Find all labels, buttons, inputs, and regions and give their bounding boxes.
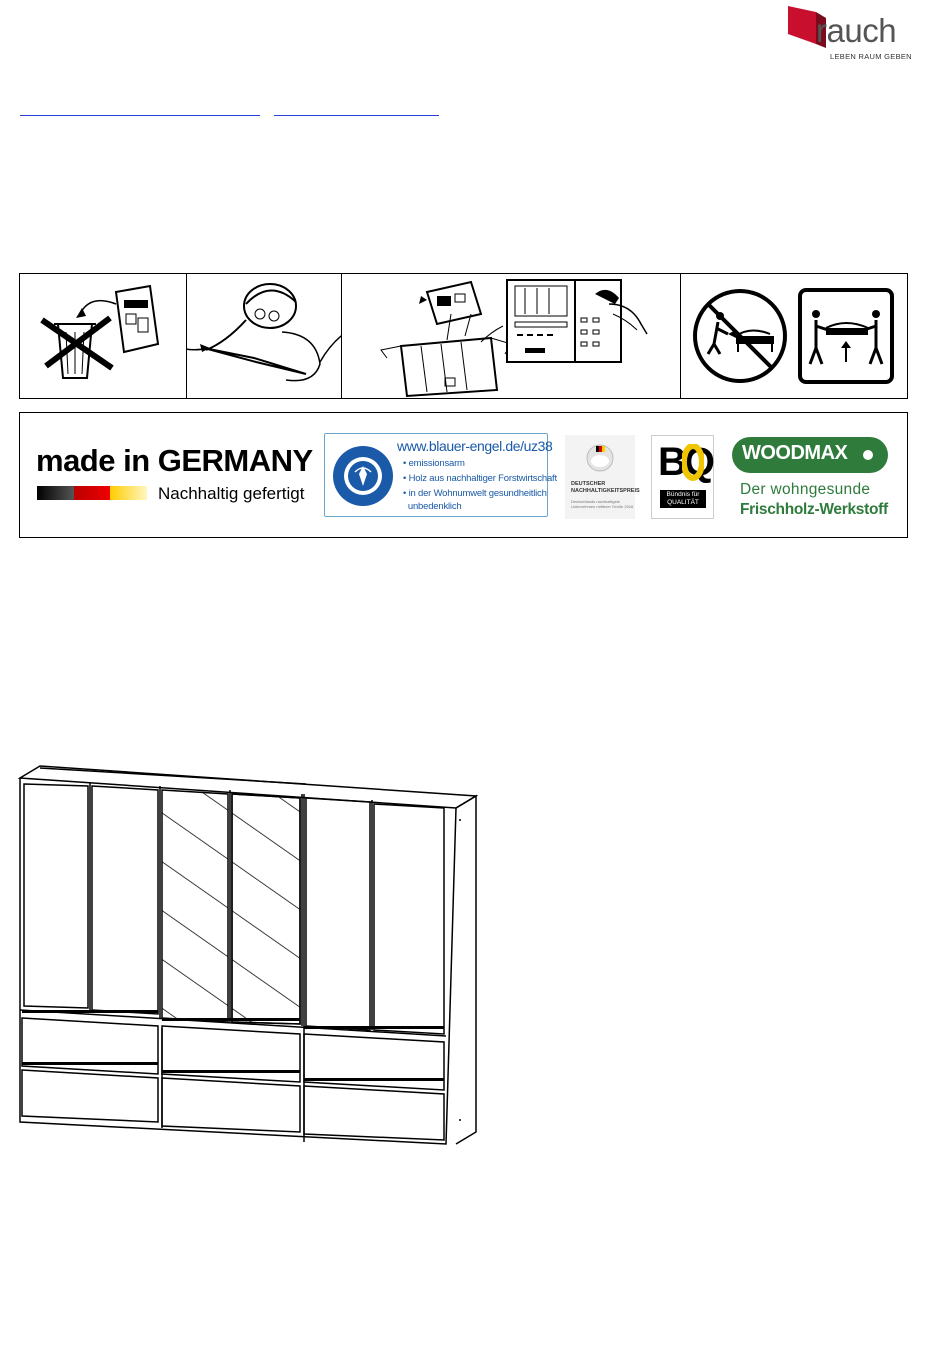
link-2[interactable] — [274, 115, 439, 116]
nachhaltigkeitspreis-title: DEUTSCHER NACHHALTIGKEITSPREIS — [571, 481, 640, 494]
germany-flag-bar — [37, 486, 147, 500]
woodmax-line-1: Der wohngesunde — [740, 481, 871, 498]
woodmax-label: WOODMAX — [742, 442, 848, 464]
blauer-engel-item: unbedenklich — [403, 501, 462, 512]
woodmax-logo — [732, 435, 892, 475]
blauer-engel-item: • in der Wohnumwelt gesundheitlich — [403, 488, 547, 499]
wardrobe-drawing — [16, 760, 480, 1150]
award-sphere-icon — [585, 443, 615, 473]
woodmax-line-2: Frischholz-Werkstoff — [740, 501, 888, 518]
bq-accent-icon — [682, 444, 704, 482]
made-in-germany-title: made in GERMANY — [36, 443, 313, 478]
instruction-cell-1 — [20, 274, 187, 398]
blauer-engel-badge — [324, 433, 557, 517]
instruction-cell-4 — [680, 274, 907, 398]
link-1[interactable] — [20, 115, 260, 116]
rauch-logo — [786, 4, 910, 62]
logo-tagline: LEBEN RAUM GEBEN — [830, 52, 912, 61]
bq-badge-text: Bündnis für QUALITÄT — [660, 490, 706, 508]
instruction-cell-2 — [186, 274, 342, 398]
keep-instructions-icon — [341, 274, 680, 398]
no-trash-icon — [20, 274, 186, 398]
bq-letters-text: BQ — [658, 440, 712, 484]
blauer-engel-item: • Holz aus nachhaltiger Forstwirtschaft — [403, 473, 557, 484]
blauer-engel-seal-icon — [331, 444, 395, 508]
certification-panel — [19, 412, 908, 538]
logo-word: rauch — [816, 12, 897, 49]
instruction-cell-3 — [341, 274, 681, 398]
blauer-engel-url: www.blauer-engel.de/uz38 — [397, 438, 553, 454]
read-instructions-icon — [186, 274, 341, 398]
nachhaltigkeitspreis-sub: Deutschlands nachhaltigste Unternehmen mittlerer Größe 2016 — [571, 499, 634, 509]
blauer-engel-item: • emissionsarm — [403, 458, 465, 469]
made-in-germany-subtitle: Nachhaltig gefertigt — [158, 484, 305, 503]
instruction-panel — [19, 273, 908, 399]
nachhaltigkeitspreis-badge — [565, 435, 640, 519]
buendnis-qualitaet-badge — [651, 435, 714, 519]
lift-icon — [798, 288, 898, 388]
